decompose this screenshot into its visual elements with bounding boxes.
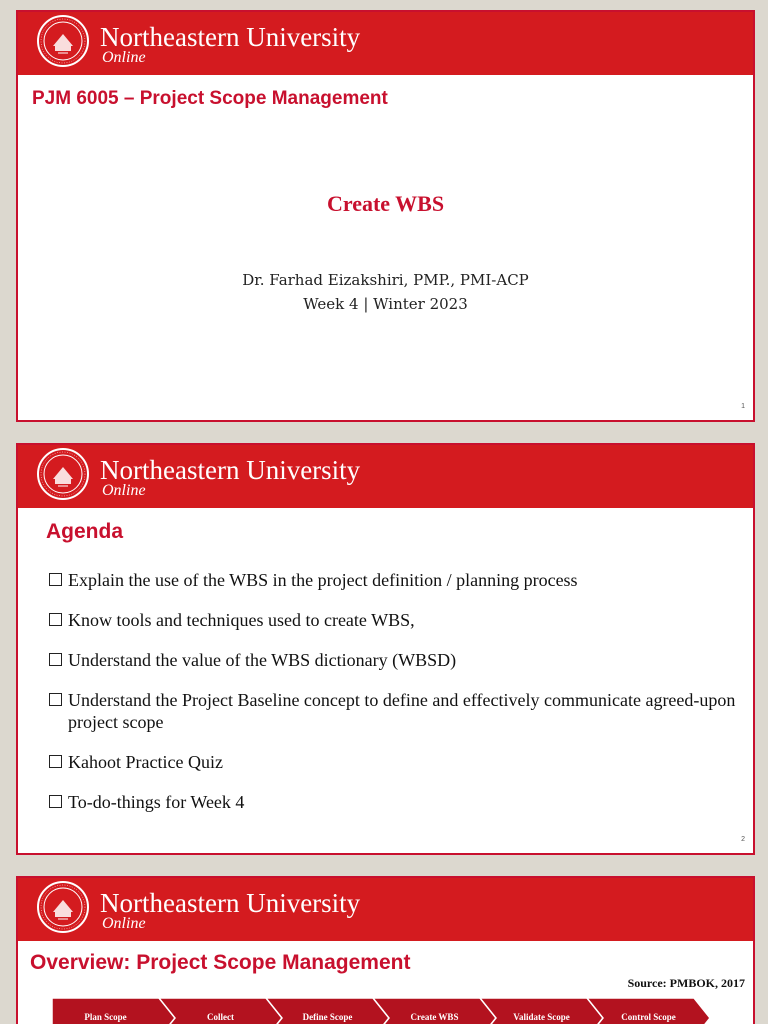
checkbox-icon <box>49 795 62 808</box>
process-step <box>373 998 496 1024</box>
slide-1 <box>16 10 755 422</box>
process-label: Create WBS <box>410 1012 459 1022</box>
checkbox-icon <box>49 573 62 586</box>
university-name: Northeastern University <box>100 22 361 52</box>
university-online-label: Online <box>102 482 146 499</box>
university-online-label: Online <box>102 915 146 932</box>
agenda-item-text: Kahoot Practice Quiz <box>68 752 223 772</box>
agenda-item-text: Understand the value of the WBS dictionary (WBSD) <box>68 650 457 670</box>
university-banner <box>18 12 753 75</box>
agenda-item <box>48 751 738 773</box>
page-number: 2 <box>741 836 745 843</box>
slide-2 <box>16 443 755 855</box>
checkbox-icon <box>49 755 62 768</box>
slide-title: Create WBS <box>326 191 445 216</box>
agenda-item-text: To-do-things for Week 4 <box>68 792 245 812</box>
agenda-list <box>48 569 738 831</box>
agenda-item <box>48 689 738 733</box>
university-banner <box>18 445 753 508</box>
agenda-item <box>48 569 738 591</box>
term-line: Week 4 | Winter 2023 <box>303 295 468 313</box>
university-seal-icon <box>36 447 90 501</box>
agenda-item-text: Explain the use of the WBS in the project definition / planning process <box>68 570 578 590</box>
checkbox-icon <box>49 613 62 626</box>
process-label: Collect <box>207 1012 234 1022</box>
university-seal-icon <box>36 880 90 934</box>
agenda-item-text: Know tools and techniques used to create WBS, <box>68 610 415 630</box>
slide-3 <box>16 876 755 1024</box>
university-name: Northeastern University <box>100 455 361 485</box>
process-label: Plan Scope <box>84 1012 127 1022</box>
agenda-item <box>48 649 738 671</box>
process-label: Control Scope <box>621 1012 676 1022</box>
agenda-item <box>48 609 738 631</box>
source-citation: Source: PMBOK, 2017 <box>627 976 745 990</box>
course-title: PJM 6005 – Project Scope Management <box>32 88 388 109</box>
university-seal-icon <box>36 14 90 68</box>
scope-process-flow <box>52 998 742 1024</box>
agenda-title: Agenda <box>46 520 124 543</box>
author-line: Dr. Farhad Eizakshiri, PMP., PMI-ACP <box>242 271 529 289</box>
agenda-item-text: Understand the Project Baseline concept to define and effectively communicate agreed-upon project scope <box>68 690 736 732</box>
university-online-label: Online <box>102 49 146 66</box>
agenda-item <box>48 791 738 813</box>
checkbox-icon <box>49 653 62 666</box>
process-step <box>266 998 389 1024</box>
process-step <box>587 998 710 1024</box>
process-label: Define Scope <box>302 1012 353 1022</box>
checkbox-icon <box>49 693 62 706</box>
process-step <box>52 998 175 1024</box>
page-number: 1 <box>741 403 745 410</box>
process-label: Validate Scope <box>513 1012 570 1022</box>
process-step <box>159 998 282 1024</box>
university-name: Northeastern University <box>100 888 361 918</box>
overview-title: Overview: Project Scope Management <box>30 951 411 974</box>
process-step <box>480 998 603 1024</box>
university-banner <box>18 878 753 941</box>
